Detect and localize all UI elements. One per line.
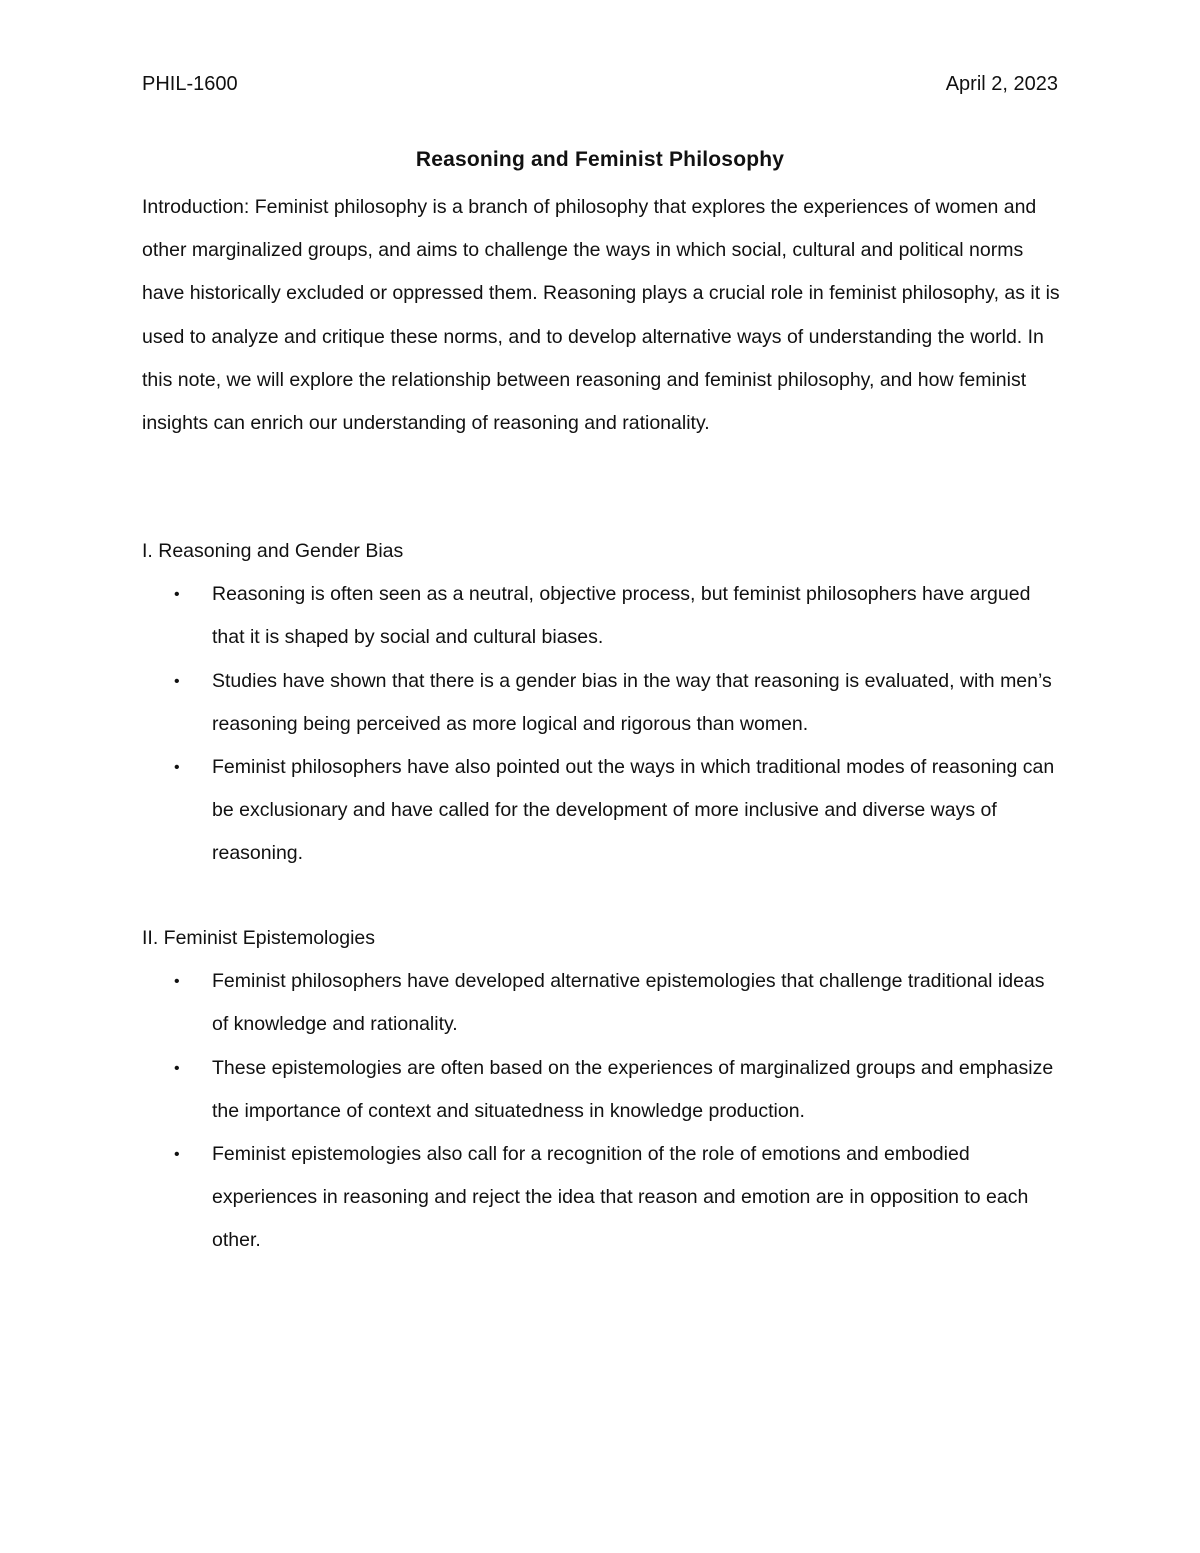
- bullet-icon: •: [174, 672, 180, 690]
- list-item-text: These epistemologies are often based on the experiences of marginalized groups and emphasize the importance of context and situatedness in knowledge production.: [212, 1056, 1054, 1122]
- list-item-text: Feminist philosophers have also pointed out the ways in which traditional modes of reasoning can be exclusionary and have called for the development of more inclusive and diverse ways of reasoning.: [212, 756, 1055, 865]
- document-title: Reasoning and Feminist Philosophy: [415, 148, 785, 171]
- bullet-icon: •: [174, 1146, 180, 1164]
- page-header: [142, 70, 1058, 98]
- section-heading: I. Reasoning and Gender Bias: [142, 540, 404, 562]
- introduction-paragraph: Introduction: Feminist philosophy is a branch of philosophy that explores the experiences of women and other marginalized groups, and aims to challenge the ways in which social, cultural and political norms have historically excluded or oppressed them. Reasoning plays a crucial role in feminist philosophy, as it is used to analyze and critique these norms, and to develop alternative ways of understanding the world. In this note, we will explore the relationship between reasoning and feminist philosophy, and how feminist insights can enrich our understanding of reasoning and rationality.: [142, 196, 1060, 435]
- list-item: [142, 1047, 1062, 1133]
- list-item: [142, 660, 1062, 746]
- bullet-list: [142, 960, 1062, 1262]
- bullet-icon: •: [174, 973, 180, 991]
- section-heading: II. Feminist Epistemologies: [142, 927, 376, 949]
- list-item-text: Feminist epistemologies also call for a recognition of the role of emotions and embodied experiences in reasoning and reject the idea that reason and emotion are in opposition to each other.: [212, 1143, 1029, 1252]
- document-date: April 2, 2023: [945, 73, 1058, 95]
- course-code: PHIL-1600: [142, 73, 238, 95]
- bullet-icon: •: [174, 1059, 180, 1077]
- section-gender-bias: [142, 530, 1062, 876]
- list-item: [142, 573, 1062, 659]
- list-item-text: Feminist philosophers have developed alternative epistemologies that challenge traditional ideas of knowledge and rationality.: [212, 970, 1045, 1036]
- list-item-text: Studies have shown that there is a gender bias in the way that reasoning is evaluated, with men’s reasoning being perceived as more logical and rigorous than women.: [212, 669, 1052, 735]
- list-item: [142, 1133, 1062, 1263]
- bullet-list: [142, 573, 1062, 875]
- list-item-text: Reasoning is often seen as a neutral, objective process, but feminist philosophers have argued that it is shaped by social and cultural biases.: [212, 583, 1031, 649]
- bullet-icon: •: [174, 586, 180, 604]
- bullet-icon: •: [174, 759, 180, 777]
- section-feminist-epistemologies: [142, 917, 1062, 1263]
- list-item: [142, 960, 1062, 1046]
- list-item: [142, 746, 1062, 876]
